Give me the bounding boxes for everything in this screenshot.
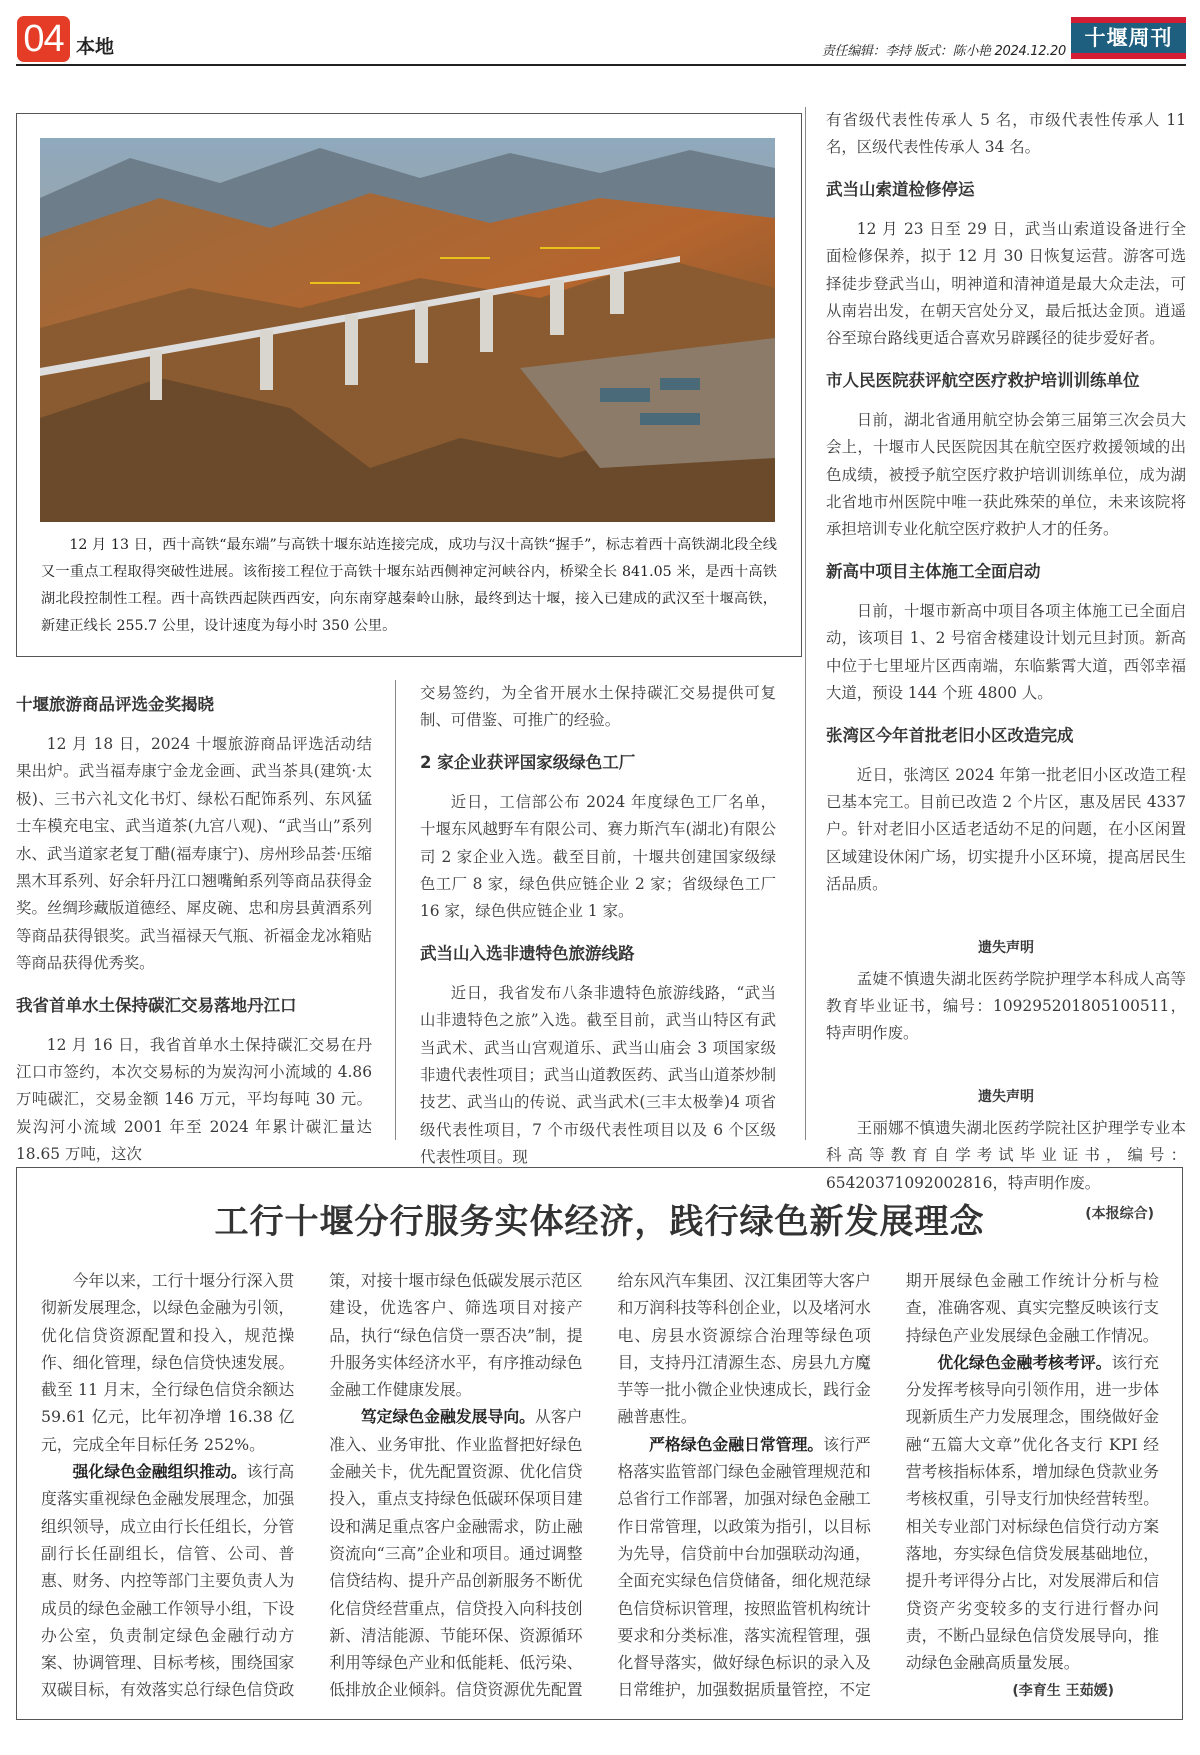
brief-body: 日前，湖北省通用航空协会第三届第三次会员大会上，十堰市人民医院因其在航空医疗救援领域的出色成绩，被授予航空医疗救护培训训练单位，成为湖北省地市州医院中唯一获此殊荣的单位，未来该院将承担培训专业化航空医疗救护人才的任务。	[826, 410, 1186, 539]
notice-title: 遗失声明	[978, 1088, 1034, 1105]
section-lead: 严格绿色金融日常管理。	[649, 1434, 824, 1454]
column-divider	[805, 107, 806, 1140]
feature-headline: 工行十堰分行服务实体经济，践行绿色新发展理念	[214, 1202, 985, 1242]
brief-body-continued: 交易签约，为全省开展水土保持碳汇交易提供可复制、可借鉴、可推广的经验。	[420, 684, 776, 730]
brief-body: 12 月 18 日，2024 十堰旅游商品评选活动结果出炉。武当福寿康宁金龙金画、武当茶具(建筑·太极)、三书六礼文化书灯、绿松石配饰系列、东风猛士车模充电宝、武当道茶(九宫八观)、“武当山”系列水、武当道家老复丁醋(福寿康宁)、房州珍品荟·压缩黑木耳系列、好余轩丹江口翘嘴鲌系列等商品获得金奖。丝绸珍藏版道德经、犀皮碗、忠和房县黄酒系列等商品获得银奖。武当福禄天气瓶、祈福金龙冰箱贴等商品获得优秀奖。	[16, 735, 372, 973]
section-body: 该行充分发挥考核导向引领作用，进一步体现新质生产力发展理念，围绕做好金融“五篇大文章”优化各支行 KPI 经营考核指标体系，增加绿色贷款业务考核权重，引导支行加快经营转型。相关专业部门对标绿色信贷行动方案落地，夯实绿色信贷发展基础地位，提升考评得分占比，对发展滞后和信贷资产劣变较多的支行进行督办问责，不断凸显绿色信贷发展导向，推动绿色金融高质量发展。	[905, 1352, 1159, 1673]
briefs-source: (本报综合)	[1085, 1205, 1154, 1222]
editor-credits: 责任编辑：李持 版式：陈小艳 2024.12.20	[821, 44, 1066, 59]
brief-title: 武当山入选非遗特色旅游线路	[420, 943, 635, 963]
brief-body: 12 月 23 日至 29 日，武当山索道设备进行全面检修保养，拟于 12 月 30 日恢复运营。游客可选择徒步登武当山，明神道和清神道是最大众走法，可从南岩出发，在朝天宫处分叉，最后抵达金顶。逍遥谷至琼台路线更适合喜欢另辟蹊径的徒步爱好者。	[826, 219, 1186, 348]
brief-title: 十堰旅游商品评选金奖揭晓	[16, 695, 214, 714]
feature-byline: (李育生 王茹媛)	[1012, 1683, 1114, 1700]
brief-title: 武当山索道检修停运	[826, 179, 975, 199]
section-name: 本地	[76, 36, 115, 58]
section-body: 从客户准入、业务审批、作业监督把好绿色金融关卡，优先配置资源、优化信贷投入，重点支持绿色低碳环保项目建设和满足重点客户金融需求，防止融资流向“三高”企业和项目。通过调整信贷结构、提升产品创新服务不断优化信贷经营重点，信贷投入向科技创新、清洁能源、节能环保、资源循环利用等绿色产业和低能耗、低污染、低排放企业倾斜。信贷资源优先配置给东风汽车集团、汉江集团等大客户和万润科技等科创企业，以及堵河水电、房县水资源综合治理等绿色项目，支持丹江清源生态、房县九方魔芋等一批小微企业快速成长，践行金融普惠性。	[329, 1271, 871, 1700]
notice-body: 王丽娜不慎遗失湖北医药学院社区护理学专业本科高等教育自学考试毕业证书，编号：65420371092002816，特声明作废。	[826, 1118, 1186, 1192]
feature-article	[16, 1167, 1183, 1720]
section-lead: 强化绿色金融组织推动。	[72, 1462, 247, 1482]
feature-intro: 今年以来，工行十堰分行深入贯彻新发展理念，以绿色金融为引领，优化信贷资源配置和投入，规范操作、细化管理，绿色信贷快速发展。截至 11 月末，全行绿色信贷余额达 59.61 亿元，比年初净增 16.38 亿元，完成全年目标任务 252%。	[41, 1271, 295, 1454]
section-lead: 笃定绿色金融发展导向。	[360, 1407, 536, 1427]
brief-body: 近日，张湾区 2024 年第一批老旧小区改造工程已基本完工。目前已改造 2 个片区，惠及居民 4337 户。针对老旧小区适老适幼不足的问题，在小区闲置区域建设休闲广场，切实提升小区环境，提高居民生活品质。	[826, 765, 1186, 894]
feature-body	[41, 1267, 1159, 1712]
brief-title: 2 家企业获评国家级绿色工厂	[420, 752, 636, 772]
brief-title: 新高中项目主体施工全面启动	[826, 561, 1041, 581]
brief-title: 市人民医院获评航空医疗救护培训训练单位	[826, 370, 1140, 390]
section-body: 该行严格落实监管部门绿色金融管理规范和总省行工作部署，加强对绿色金融工作日常管理，以政策为指引，以目标为先导，信贷前中台加强联动沟通，全面充实绿色信贷储备，细化规范绿色信贷标识管理，按照监管机构统计要求和分类标准，落实流程管理，强化督导落实，做好绿色标识的录入及日常维护，加强数据质量管控，不定期开展绿色金融工作统计分析与检查，准确客观、真实完整反映该行支持绿色产业发展绿色金融工作情况。	[617, 1271, 1159, 1700]
news-column-middle	[420, 680, 776, 1172]
photo-story	[16, 113, 802, 657]
notice-body: 孟婕不慎遗失湖北医药学院护理学本科成人高等教育毕业证书，编号：109295201805100511，特声明作废。	[826, 969, 1186, 1043]
header-rule	[16, 64, 1186, 66]
feature-section	[906, 1349, 1159, 1677]
notice-title: 遗失声明	[978, 939, 1034, 956]
brief-title: 张湾区今年首批老旧小区改造完成	[826, 725, 1074, 745]
newspaper-logo: 十堰周刊	[1071, 17, 1186, 59]
section-body: 该行高度落实重视绿色金融发展理念，加强组织领导，成立由行长任组长，分管副行长任副组长，信管、公司、普惠、财务、内控等部门主要负责人为成员的绿色金融工作领导小组，下设办公室，负责制定绿色金融行动方案、协调管理、目标考核，围绕国家双碳目标，有效落实总行绿色信贷政策，对接十堰市绿色低碳发展示范区建设，优选客户、筛选项目对接产品，执行“绿色信贷一票否决”制，提升服务实体经济水平，有序推动绿色金融工作健康发展。	[41, 1271, 583, 1700]
brief-body: 近日，工信部公布 2024 年度绿色工厂名单，十堰东风越野车有限公司、赛力斯汽车(湖北)有限公司 2 家企业入选。截至目前，十堰共创建国家级绿色工厂 8 家，绿色供应链企业 2 家；省级绿色工厂 16 家，绿色供应链企业 1 家。	[420, 792, 776, 921]
brief-body: 12 月 16 日，我省首单水土保持碳汇交易在丹江口市签约，本次交易标的为炭沟河小流域的 4.86 万吨碳汇，交易金额 146 万元，平均每吨 30 元。炭沟河小流域 2001 年至 2024 年累计碳汇量达 18.65 万吨，这次	[16, 1035, 372, 1164]
news-column-right	[826, 107, 1186, 1228]
brief-title: 我省首单水土保持碳汇交易落地丹江口	[16, 995, 297, 1015]
page-number-badge: 04	[17, 16, 70, 62]
brief-body-continued: 有省级代表性传承人 5 名，市级代表性传承人 11 名，区级代表性传承人 34 名。	[826, 111, 1186, 157]
brief-body: 日前，十堰市新高中项目各项主体施工已全面启动，该项目 1、2 号宿舍楼建设计划元旦封顶。新高中位于七里垭片区西南端，东临紫霄大道，西邻幸福大道，预设 144 个班 4800 人。	[826, 601, 1186, 703]
column-divider	[395, 680, 396, 1140]
section-lead: 优化绿色金融考核考评。	[937, 1352, 1112, 1372]
brief-body: 近日，我省发布八条非遗特色旅游线路，“武当山非遗特色之旅”入选。截至目前，武当山特区有武当武术、武当山宫观道乐、武当山庙会 3 项国家级非遗代表性项目；武当山道教医药、武当山道茶炒制技艺、武当山的传说、武当武术(三丰太极拳)4 项省级代表性项目，7 个市级代表性项目以及 6 个区级代表性项目。现	[420, 983, 776, 1167]
news-column-left	[16, 691, 372, 1169]
photo-caption: 12 月 13 日，西十高铁“最东端”与高铁十堰东站连接完成，成功与汉十高铁“握手”，标志着西十高铁湖北段全线又一重点工程取得突破性进展。该衔接工程位于高铁十堰东站西侧神定河峡谷内，桥梁全长 841.05 米，是西十高铁湖北段控制性工程。西十高铁西起陕西西安，向东南穿越秦岭山脉，最终到达十堰，接入已建成的武汉至十堰高铁，新建正线长 255.7 公里，设计速度为每小时 350 公里。	[41, 537, 777, 634]
railway-bridge-photo	[40, 138, 775, 522]
